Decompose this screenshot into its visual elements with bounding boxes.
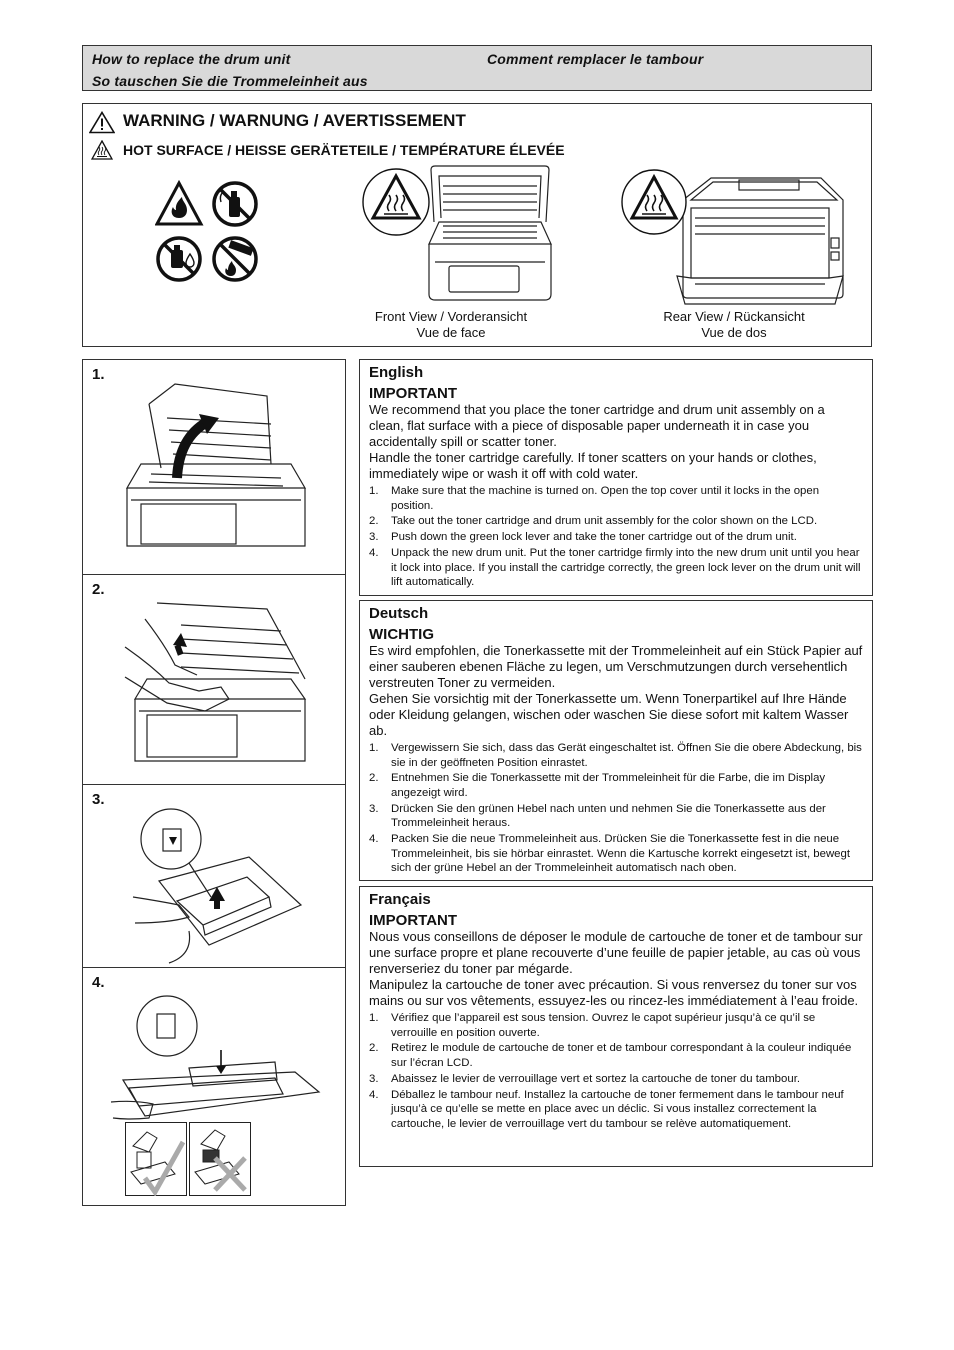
- item-text: Vérifiez que l’appareil est sous tension. Ouvrez le capot supérieur jusqu’à ce qu’il se verrouille en position ouverte.: [391, 1012, 816, 1039]
- deutsch-section: [359, 600, 873, 881]
- item-number: 4.: [369, 546, 379, 559]
- step-number: 4.: [92, 974, 105, 991]
- incorrect-installation-icon: [189, 1122, 251, 1196]
- item-number: 2.: [369, 772, 379, 785]
- no-spray-icon: [214, 183, 256, 225]
- item-text: Entnehmen Sie die Tonerkassette mit der Trommeleinheit für die Farbe, die im Display angezeigt wird.: [391, 772, 826, 799]
- step-2-panel: [83, 575, 345, 785]
- item-text: Take out the toner cartridge and drum unit assembly for the color shown on the LCD.: [391, 515, 818, 528]
- english-section: [359, 359, 873, 596]
- correct-installation-icon: [125, 1122, 187, 1196]
- item-text: Drücken Sie den grünen Hebel nach unten und nehmen Sie die Tonerkassette aus der Trommeleinheit heraus.: [391, 802, 826, 830]
- front-view-caption-line1: Front View / Vorderansicht: [374, 309, 528, 324]
- step-1-illustration: [121, 378, 311, 558]
- item-number: 3.: [369, 531, 379, 544]
- item-text: Abaissez le levier de verrouillage vert et sortez la cartouche de toner du tambour.: [391, 1072, 801, 1085]
- front-view-caption-line2: Vue de face: [416, 325, 486, 340]
- warning-box: [82, 103, 872, 347]
- step-3-illustration: [129, 805, 309, 965]
- list-item: [369, 832, 863, 876]
- list-item: [369, 771, 863, 800]
- front-view-illustration: [359, 162, 559, 310]
- section-heading: WICHTIG: [369, 626, 434, 643]
- item-text: Vergewissern Sie sich, dass das Gerät eingeschaltet ist. Öffnen Sie die obere Abdeckung, bis sie in der geöffneten Position einrastet.: [391, 742, 862, 769]
- section-paragraph: We recommend that you place the toner cartridge and drum unit assembly on a clean, flat surface with a piece of disposable paper underneath it in case you accidentally spill or scatter toner.: [369, 402, 825, 449]
- item-text: Déballez le tambour neuf. Installez la cartouche de toner fermement dans le tambour neuf jusqu’à ce qu’elle se mette en place avec un déclic. Si vous installez correctement la cartouche, le levier de verrouillage vert du tambour se relève automatiquement.: [391, 1088, 844, 1130]
- section-paragraph: Manipulez la cartouche de toner avec précaution. Si vous renversez du toner sur vos mains ou sur vos vêtements, essuyez-les ou rincez-les immédiatement à l’eau froide.: [369, 977, 859, 1008]
- header-title-de: So tauschen Sie die Trommeleinheit aus: [92, 73, 368, 89]
- header-bar: [82, 45, 872, 91]
- header-title-en: How to replace the drum unit: [92, 51, 291, 67]
- item-number: 2.: [369, 515, 379, 528]
- item-number: 3.: [369, 1072, 379, 1085]
- list-item: [369, 484, 863, 513]
- francais-section: [359, 886, 873, 1167]
- rear-view-caption-line2: Vue de dos: [701, 325, 767, 340]
- step-3-panel: [83, 785, 345, 968]
- front-view-caption: [351, 309, 551, 341]
- section-language: English: [369, 364, 424, 381]
- section-language: Français: [369, 891, 431, 908]
- rear-view-illustration: [621, 166, 851, 306]
- section-language: Deutsch: [369, 605, 429, 622]
- section-paragraph: Es wird empfohlen, die Tonerkassette mit der Trommeleinheit auf ein Stück Papier auf einer sauberen ebenen Fläche zu legen, um Verschmutzungen durch versehentlich verstreuten Toner zu vermeiden.: [369, 643, 863, 690]
- list-item: [369, 1011, 863, 1040]
- step-2-illustration: [121, 595, 311, 775]
- list-item: [369, 1041, 863, 1070]
- prohibition-icons: [155, 180, 267, 284]
- instruction-list: [369, 741, 863, 876]
- rear-view-caption-line1: Rear View / Rückansicht: [663, 309, 805, 324]
- hot-surface-small-icon: [91, 140, 113, 160]
- steps-column: [82, 359, 346, 1206]
- section-paragraph: Gehen Sie vorsichtig mit der Tonerkassette um. Wenn Tonerpartikel auf Ihre Hände oder Kleidung gelangen, wischen oder waschen Sie diese sofort mit kaltem Wasser ab.: [369, 691, 849, 738]
- list-item: [369, 802, 863, 831]
- item-text: Packen Sie die neue Trommeleinheit aus. Drücken Sie die Tonerkassette fest in die neue Trommeleinheit, bis sie hörbar einrastet. Wenn die Kartusche korrekt eingesetzt ist, bewegt sich der grüne Hebel an der Trommeleinheit automatisch nach oben.: [391, 833, 851, 875]
- no-fire-disposal-icon: [214, 238, 256, 280]
- list-item: [369, 1072, 863, 1087]
- step-4-panel: [83, 968, 345, 1206]
- rear-view-caption: [634, 309, 834, 341]
- item-text: Retirez le module de cartouche de toner et de tambour correspondant à la couleur indiquée sur l’écran LCD.: [391, 1042, 852, 1069]
- list-item: [369, 1088, 863, 1132]
- step-number: 1.: [92, 366, 105, 383]
- item-number: 4.: [369, 833, 379, 846]
- instruction-list: [369, 1011, 863, 1131]
- list-item: [369, 741, 863, 770]
- item-text: Push down the green lock lever and take the toner cartridge out of the drum unit.: [391, 531, 797, 544]
- item-text: Make sure that the machine is turned on. Open the top cover until it locks in the open position.: [391, 485, 820, 512]
- item-number: 2.: [369, 1042, 379, 1055]
- instruction-list: [369, 484, 863, 590]
- item-number: 1.: [369, 485, 379, 497]
- item-number: 3.: [369, 802, 379, 815]
- list-item: [369, 530, 863, 545]
- warning-title: WARNING / WARNUNG / AVERTISSEMENT: [123, 111, 466, 130]
- list-item: [369, 514, 863, 529]
- item-number: 1.: [369, 742, 379, 754]
- step-1-panel: [83, 360, 345, 575]
- step-number: 3.: [92, 791, 105, 808]
- section-heading: IMPORTANT: [369, 912, 458, 929]
- section-heading: IMPORTANT: [369, 385, 458, 402]
- flammable-icon: [157, 183, 201, 224]
- item-text: Unpack the new drum unit. Put the toner cartridge firmly into the new drum unit until you hear it lock into place. If you install the cartridge correctly, the green lock lever on the drum unit will lift automatically.: [391, 546, 861, 589]
- section-paragraph: Nous vous conseillons de déposer le module de cartouche de toner et de tambour sur une surface propre et plane recouverte d’une feuille de papier jetable, au cas où vous renverseriez du toner par mégarde.: [369, 929, 863, 976]
- warning-subtitle: HOT SURFACE / HEISSE GERÄTETEILE / TEMPÉRATURE ÉLEVÉE: [123, 142, 565, 158]
- step-4-illustration: [105, 992, 327, 1122]
- step-number: 2.: [92, 581, 105, 598]
- section-paragraph: Handle the toner cartridge carefully. If toner scatters on your hands or clothes, immediately wipe or wash it off with cold water.: [369, 450, 817, 481]
- item-number: 1.: [369, 1012, 379, 1024]
- no-liquid-icon: [158, 238, 200, 280]
- warning-triangle-icon: [89, 111, 115, 134]
- list-item: [369, 546, 863, 590]
- header-title-fr: Comment remplacer le tambour: [487, 51, 704, 67]
- item-number: 4.: [369, 1088, 379, 1101]
